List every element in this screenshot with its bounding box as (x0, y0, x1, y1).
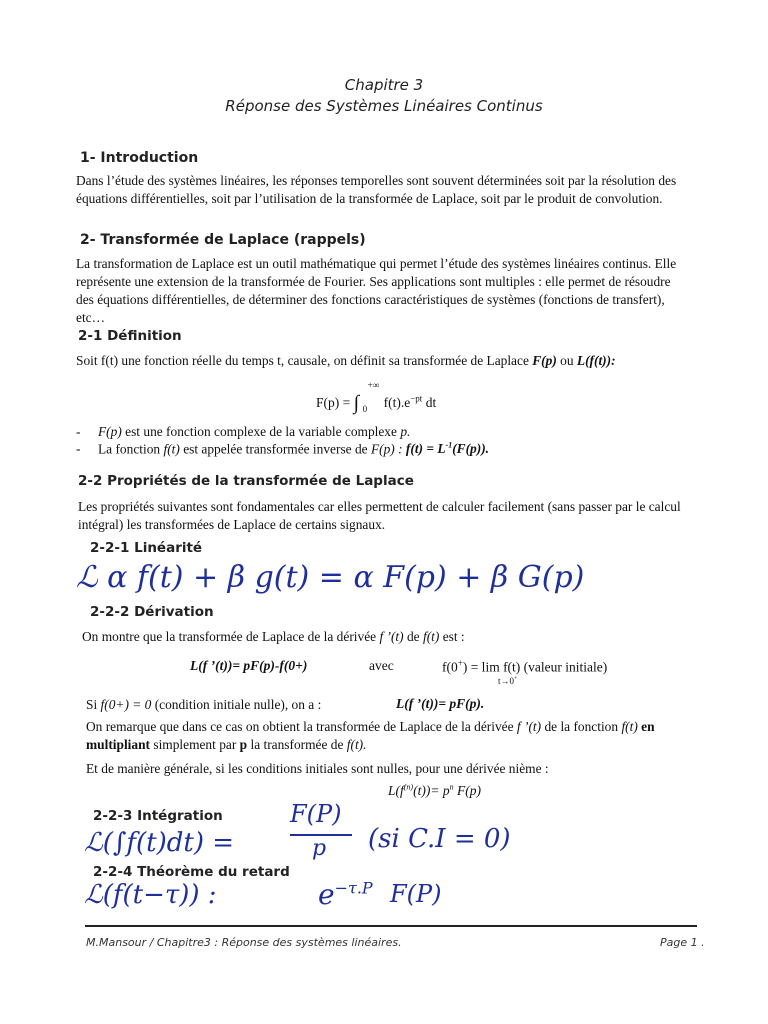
chapter-number: Chapitre 3 (344, 76, 424, 94)
section-2-text: La transformation de Laplace est un outil mathématique qui permet l’étude des systèmes linéaires continus. Elle représente une extension de la transformée de Fourier. Ses applications sont multiples : elle permet de résoudre des équations différentielles, de déterminer des fonctions caractéristiques de systèmes (fonctions de transfert), etc… (76, 256, 677, 325)
section-1-text: Dans l’étude des systèmes linéaires, les réponses temporelles sont souvent déterminées soit par la résolution des équations différentielles, soit par l’utilisation de la transformée de Laplace, soit par le produit de convolution. (76, 173, 677, 206)
delay-exponent: −τ.P (334, 878, 373, 898)
section-2-heading: 2- Transformée de Laplace (rappels) (80, 232, 366, 248)
derivation-fprime: f ’(t) (379, 629, 404, 644)
definition-or: ou (560, 353, 574, 368)
rem-c: de la fonction (544, 719, 619, 734)
delay-handwritten-rhs: F(P) (390, 880, 442, 908)
nth-sup: (n) (403, 782, 414, 791)
integration-handwritten-den: p (312, 836, 327, 861)
rem-b: f ’(t) (516, 719, 542, 734)
section-2-2-3-heading: 2-2-3 Intégration (93, 808, 223, 824)
delay-handwritten-e (318, 878, 373, 911)
laplace-definition-formula (316, 380, 437, 414)
derivation-intro-e: est : (442, 629, 465, 644)
footer-left: M.Mansour / Chapitre3 : Réponse des systèmes linéaires. (86, 936, 402, 949)
rem-e: en multipliant (86, 719, 655, 752)
nth-a: L(f (388, 782, 404, 798)
remark-text (86, 718, 686, 754)
delay-handwritten-lhs: ℒ(f(t−τ)) : (84, 880, 217, 910)
si-eq: L(f ’(t))= pF(p). (396, 696, 485, 711)
integration-handwritten-cond: (si C.I = 0) (368, 824, 511, 854)
init-a: f(0 (442, 659, 458, 675)
bullet-2-text-b: est appelée transformée inverse de (183, 441, 368, 457)
formula-exponent: −pt (410, 393, 423, 404)
section-2-2-4-heading: 2-2-4 Théorème du retard (93, 864, 290, 880)
zero-initial-line (86, 696, 698, 714)
nth-c: F(p) (453, 782, 481, 798)
section-2-1-heading: 2-1 Définition (78, 328, 182, 344)
chapter-subtitle: Réponse des Systèmes Linéaires Continus (225, 97, 543, 115)
formula-body: f(t).e (383, 395, 411, 410)
rem-g: p (239, 737, 248, 752)
avec-text: avec (369, 658, 394, 673)
limit-subscript (498, 676, 517, 686)
init-sup: + (457, 658, 463, 668)
integral-lower-bound: 0 (362, 404, 368, 414)
bullet-2-fp: F(p) : (370, 441, 403, 457)
section-1-heading: 1- Introduction (80, 150, 199, 166)
integral-upper-bound: +∞ (367, 380, 380, 390)
rem-d: f(t) (621, 719, 638, 734)
delay-e: e (318, 878, 335, 911)
general-text: Et de manière générale, si les conditions initiales sont nulles, pour une dérivée nième : (86, 761, 549, 776)
rem-a: On remarque que dans ce cas on obtient la transformée de Laplace de la dérivée (86, 719, 514, 734)
bullet-fp: F(p) (98, 424, 122, 439)
linearity-handwritten: ℒ α f(t) + β g(t) = α F(p) + β G(p) (76, 560, 585, 595)
nth-sup2: n (449, 782, 454, 791)
zero-initial-formula (396, 696, 484, 712)
formula-lhs: F(p) = (316, 395, 351, 410)
section-2-2-heading: 2-2 Propriétés de la transformée de Laplace (78, 473, 414, 489)
section-2-2-text: Les propriétés suivantes sont fondamentales car elles permettent de calculer facilement (sans passer par le calcul intégral) les transformées de Laplace de certains signaux. (78, 499, 681, 532)
inverse-sup: -1 (445, 441, 453, 450)
section-2-2-2-heading: 2-2-2 Dérivation (90, 604, 214, 620)
definition-bullet-2: - La fonction f(t) est appelée transformée inverse de F(p) : $f(t) = L^{-1}(F(p))$. (76, 441, 490, 457)
footer-page-number: Page 1 . (660, 936, 705, 949)
inverse-laplace-b: (F(p)). (452, 441, 490, 457)
integration-handwritten-num: F(P) (290, 800, 342, 828)
integral-sign: ∫ +∞ 0 (353, 380, 380, 414)
bullet-2-ft: f(t) (163, 441, 180, 457)
footer-rule (85, 925, 697, 927)
derivation-intro-c: de (406, 629, 420, 644)
laplace-fp: F(p) (532, 353, 557, 368)
integration-handwritten-lhs: ℒ(∫f(t)dt) = (84, 828, 235, 858)
derivation-intro-a: On montre que la transformée de Laplace de la dérivée (82, 629, 377, 644)
bullet-p: p. (400, 424, 411, 439)
si-a: Si (86, 697, 98, 712)
nth-derivative-formula (388, 782, 481, 799)
nth-b: (t))= p (413, 782, 450, 798)
laplace-lft: L(f(t)): (576, 353, 616, 368)
derivative-formula (190, 658, 307, 674)
formula-dt: dt (425, 395, 437, 410)
inverse-laplace-a: f(t) = L (405, 441, 446, 457)
definition-text (76, 352, 688, 370)
derivation-ft: f(t) (422, 629, 440, 644)
limit-sub-sup: + (514, 676, 518, 682)
rem-i: f(t). (346, 737, 367, 752)
definition-bullet-1: - F(p) est une fonction complexe de la variable complexe p. (76, 424, 411, 439)
init-b: ) = lim f(t) (valeur initiale) (462, 659, 608, 675)
bullet-2-text-a: La fonction (98, 441, 161, 457)
derivative-eq: L(f ’(t))= pF(p)-f(0+) (190, 658, 308, 673)
bullet-1-text: est une fonction complexe de la variable complexe (125, 424, 397, 439)
si-b: f(0+) = 0 (100, 697, 152, 712)
rem-h: la transformée de (250, 737, 344, 752)
initial-value-formula (442, 658, 607, 676)
definition-text-part: Soit f(t) une fonction réelle du temps t, causale, on définit sa transformée de Laplace (76, 353, 529, 368)
section-2-2-1-heading: 2-2-1 Linéarité (90, 540, 203, 556)
si-c: (condition initiale nulle), on a : (154, 697, 322, 712)
limit-sub: t→0 (498, 676, 515, 686)
rem-f: simplement par (153, 737, 237, 752)
derivation-intro (82, 628, 694, 646)
